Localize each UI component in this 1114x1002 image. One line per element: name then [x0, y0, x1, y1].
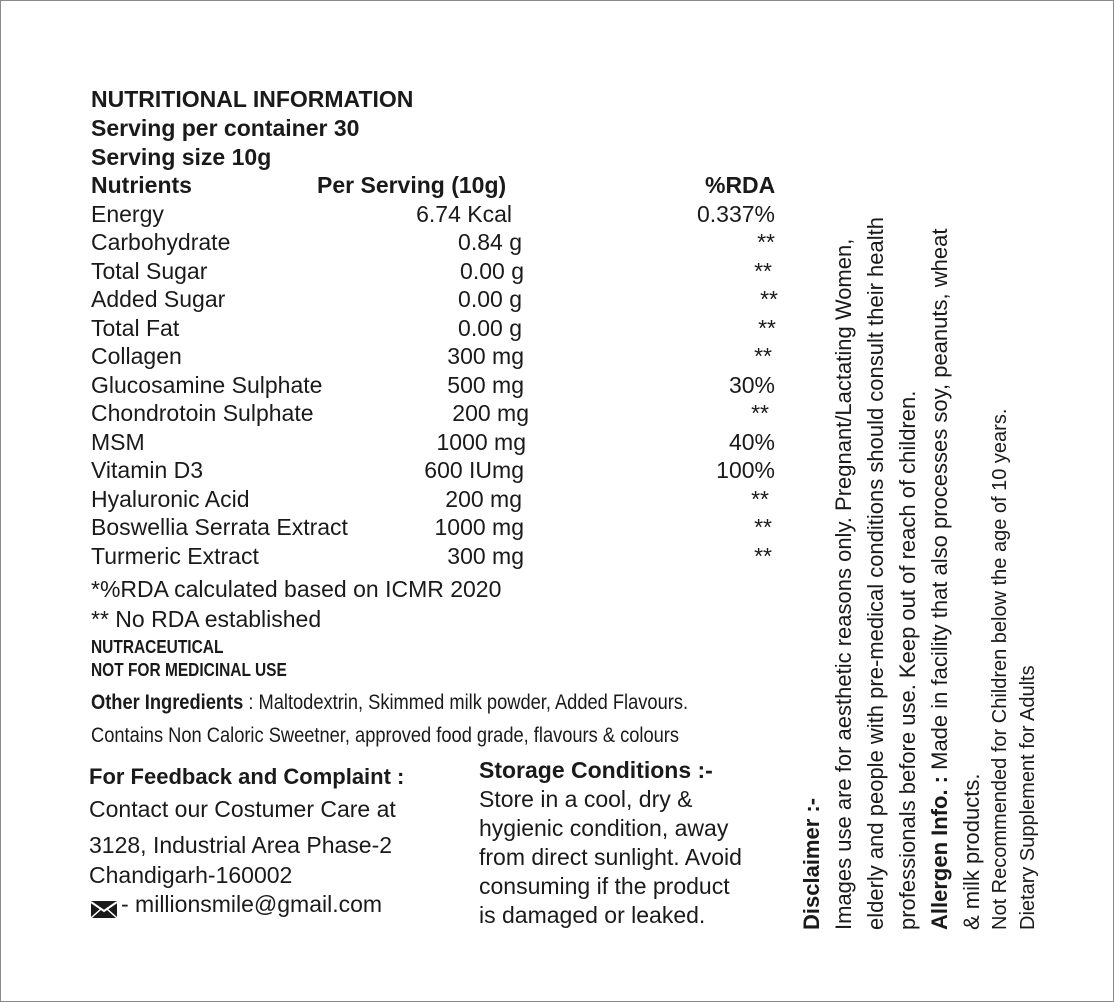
nutrient-rda: **	[757, 229, 775, 255]
nutrient-rda: **	[760, 286, 778, 312]
disclaimer-title: Disclaimer :-	[799, 797, 824, 930]
table-row	[0, 200, 1114, 228]
nutrients-column-header: Nutrients	[91, 172, 192, 198]
nutrient-rda: **	[754, 258, 772, 284]
nutrient-value: 200 mg	[445, 486, 522, 512]
nutrient-value: 200 mg	[452, 400, 529, 426]
storage-line: hygienic condition, away	[479, 815, 729, 841]
nutrient-name: Collagen	[91, 343, 182, 369]
nutrition-table-header	[0, 171, 1114, 199]
nutrient-value: 300 mg	[447, 543, 524, 569]
allergen-text: Made in facility that also processes soy, peanuts, wheat	[927, 228, 952, 776]
nutrient-name: Chondrotoin Sulphate	[91, 400, 314, 426]
other-ingredients	[91, 689, 688, 717]
nutrient-rda: **	[754, 543, 772, 569]
storage-line: Store in a cool, dry &	[479, 786, 693, 812]
no-rda-note: ** No RDA established	[91, 606, 322, 632]
nutrient-name: MSM	[91, 429, 145, 455]
nutrient-name: Total Fat	[91, 315, 180, 341]
envelope-icon	[91, 899, 117, 919]
nutrient-rda: 100%	[716, 457, 775, 483]
age-warning: Not Recommended for Children below the age of 10 years.	[989, 408, 1011, 930]
nutrient-name: Boswellia Serrata Extract	[91, 514, 348, 540]
nutrition-title: NUTRITIONAL INFORMATION	[91, 86, 414, 112]
serving-per-container: Serving per container 30	[91, 115, 360, 141]
allergen-label: Allergen Info. :	[927, 776, 952, 930]
nutrient-rda: **	[754, 343, 772, 369]
nutrient-name: Carbohydrate	[91, 229, 231, 255]
serving-size: Serving size 10g	[91, 144, 272, 170]
feedback-city: Chandigarh-160002	[89, 862, 293, 888]
nutrient-value: 1000 mg	[436, 429, 526, 455]
nutrient-value: 0.84 g	[458, 229, 522, 255]
not-medicinal-label: NOT FOR MEDICINAL USE	[91, 660, 287, 680]
nutrient-value: 300 mg	[447, 343, 524, 369]
nutrient-rda: **	[751, 486, 769, 512]
storage-line: consuming if the product	[479, 873, 730, 899]
sweetener-note: Contains Non Caloric Sweetner, approved food grade, flavours & colours	[91, 724, 680, 747]
other-ingredients-text: : Maltodextrin, Skimmed milk powder, Added Flavours.	[243, 691, 689, 714]
nutrient-value: 1000 mg	[434, 514, 524, 540]
nutrient-name: Glucosamine Sulphate	[91, 372, 323, 398]
nutrient-rda: 0.337%	[696, 201, 775, 227]
nutrient-rda: 30%	[728, 372, 775, 398]
nutrient-rda: **	[754, 514, 772, 540]
nutrient-rda: 40%	[728, 429, 775, 455]
nutrient-value: 600 IUmg	[424, 457, 524, 483]
storage-line: is damaged or leaked.	[479, 902, 706, 928]
allergen-info	[924, 229, 955, 930]
nutrient-name: Total Sugar	[91, 258, 208, 284]
disclaimer-line: professionals before use. Keep out of reach of children.	[895, 390, 920, 930]
storage-line: from direct sunlight. Avoid	[479, 844, 742, 870]
disclaimer-line: Images use are for aesthetic reasons only. Pregnant/Lactating Women,	[831, 238, 856, 930]
allergen-line: & milk products.	[959, 773, 984, 930]
nutrient-name: Vitamin D3	[91, 457, 204, 483]
rda-column-header: %RDA	[705, 172, 776, 198]
disclaimer-line: elderly and people with pre-medical conditions should consult their health	[863, 217, 888, 930]
nutrient-value: 0.00 g	[458, 286, 522, 312]
nutrient-rda: **	[758, 315, 776, 341]
nutrient-rda: **	[751, 400, 769, 426]
nutrient-value: 0.00 g	[460, 258, 524, 284]
storage-title: Storage Conditions :-	[479, 757, 713, 783]
dietary-supplement-note: Dietary Supplement for Adults	[1017, 665, 1039, 930]
nutrient-name: Added Sugar	[91, 286, 226, 312]
feedback-address: 3128, Industrial Area Phase-2	[89, 832, 393, 858]
feedback-contact: Contact our Costumer Care at	[89, 796, 396, 822]
nutrient-name: Turmeric Extract	[91, 543, 259, 569]
nutrient-value: 0.00 g	[458, 315, 522, 341]
nutraceutical-label: NUTRACEUTICAL	[91, 637, 224, 657]
nutrient-name: Hyaluronic Acid	[91, 486, 250, 512]
feedback-title: For Feedback and Complaint :	[89, 764, 405, 789]
per-serving-column-header: Per Serving (10g)	[317, 172, 507, 198]
nutrient-name: Energy	[91, 201, 164, 227]
other-ingredients-label: Other Ingredients	[91, 691, 244, 714]
rda-basis-note: *%RDA calculated based on ICMR 2020	[91, 576, 502, 602]
nutrient-value: 500 mg	[447, 372, 524, 398]
feedback-email: - millionsmile@gmail.com	[121, 891, 383, 917]
nutrient-value: 6.74 Kcal	[416, 201, 512, 227]
